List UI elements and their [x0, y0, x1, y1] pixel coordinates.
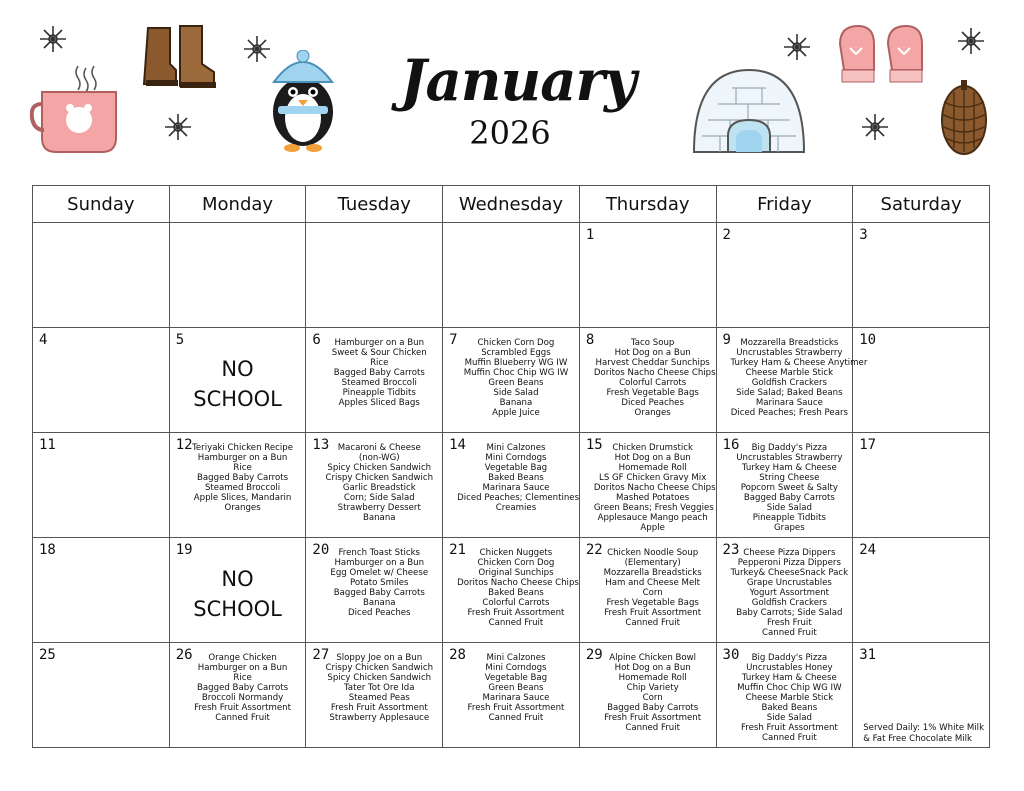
menu-list [594, 653, 712, 733]
day-cell [306, 433, 443, 538]
served-daily-note [863, 723, 984, 745]
menu-item: Steamed Broccoli [341, 378, 417, 388]
day-number: 23 [722, 542, 740, 558]
menu-item: Canned Fruit [215, 713, 270, 723]
week-row [33, 538, 990, 643]
day-cell [716, 538, 853, 643]
menu-item: Fresh Fruit [767, 618, 812, 628]
menu-item: Marinara Sauce [482, 693, 550, 703]
menu-item: Fresh Fruit Assortment [467, 703, 565, 713]
day-number: 12 [175, 437, 193, 453]
day-number: 6 [312, 332, 321, 348]
menu-list [593, 338, 716, 418]
menu-item: Turkey Ham & Cheese [741, 463, 837, 473]
day-cell [579, 643, 716, 748]
day-cell [306, 328, 443, 433]
day-number: 1 [585, 227, 595, 243]
menu-item: Creamies [495, 503, 537, 513]
menu-item: Homemade Roll [618, 463, 687, 473]
snowflake-icon [38, 24, 68, 54]
weekday-friday: Friday [716, 186, 853, 223]
day-number: 19 [175, 542, 193, 558]
menu-item: Big Daddy's Pizza [751, 443, 828, 453]
menu-item: Baked Beans [488, 473, 544, 483]
menu-item: Mozzarella Breadsticks [740, 338, 839, 348]
menu-item: Doritos Nacho Cheese Chips [457, 578, 579, 588]
page-year: 2026 [469, 114, 551, 152]
day-number: 8 [585, 332, 595, 348]
weekday-sunday: Sunday [33, 186, 170, 223]
menu-item: Hot Dog on a Bun [614, 453, 691, 463]
menu-item: Banana [362, 513, 396, 523]
menu-item: Grape Uncrustables [746, 578, 832, 588]
menu-item: Hamburger on a Bun [334, 558, 425, 568]
menu-item: Ham and Cheese Melt [605, 578, 701, 588]
menu-item: Crispy Chicken Sandwich [325, 473, 434, 483]
menu-item: Doritos Nacho Cheese Chips [593, 368, 716, 378]
day-cell [443, 643, 580, 748]
day-cell [443, 328, 580, 433]
penguin-icon [262, 50, 344, 154]
menu-item: Original Sunchips [478, 568, 554, 578]
pinecone-icon [934, 78, 994, 158]
day-number: 4 [39, 332, 48, 348]
menu-item: Rice [233, 673, 252, 683]
no-school-line: SCHOOL [193, 387, 282, 411]
menu-item: Apple Slices, Mandarin [193, 493, 292, 503]
menu-item: Pepperoni Pizza Dippers [737, 558, 841, 568]
day-cell [306, 538, 443, 643]
menu-item: Diced Peaches [621, 398, 684, 408]
menu-item: Cheese Marble Stick [745, 368, 834, 378]
menu-list [731, 548, 849, 638]
snowflake-icon [782, 32, 812, 62]
menu-item: Colorful Carrots [482, 598, 550, 608]
menu-item: Uncrustables Strawberry [736, 453, 843, 463]
menu-item: Big Daddy's Pizza [751, 653, 828, 663]
menu-item: Chip Variety [626, 683, 679, 693]
day-cell [169, 433, 306, 538]
menu-item: Diced Peaches; Fresh Pears [730, 408, 848, 418]
menu-item: Spicy Chicken Sandwich [327, 673, 432, 683]
menu-item: Broccoli Normandy [201, 693, 284, 703]
menu-item: Scrambled Eggs [481, 348, 551, 358]
day-cell [716, 223, 853, 328]
day-cell [853, 433, 990, 538]
menu-item: Rice [370, 358, 389, 368]
menu-item: Canned Fruit [625, 618, 681, 628]
menu-item: Fresh Vegetable Bags [606, 598, 699, 608]
day-cell [579, 328, 716, 433]
day-number: 27 [312, 647, 330, 663]
menu-item: Crispy Chicken Sandwich [325, 663, 434, 673]
menu-item: Mini Calzones [486, 653, 546, 663]
menu-item: Fresh Fruit Assortment [330, 703, 428, 713]
menu-list [320, 443, 438, 523]
menu-item: Corn [642, 588, 663, 598]
day-cell [33, 538, 170, 643]
menu-item: Hot Dog on a Bun [614, 663, 691, 673]
day-number: 22 [585, 542, 603, 558]
menu-item: Bagged Baby Carrots [197, 473, 289, 483]
day-number: 30 [722, 647, 740, 663]
week-row [33, 433, 990, 538]
menu-item: Side Salad [493, 388, 539, 398]
menu-item: Taco Soup [630, 338, 675, 348]
week-row [33, 643, 990, 748]
igloo-icon [690, 66, 808, 156]
menu-item: Muffin Choc Chip WG IW [463, 368, 569, 378]
day-number: 9 [722, 332, 731, 348]
menu-item: Pineapple Tidbits [752, 513, 826, 523]
page-title: January [400, 48, 636, 114]
menu-item: Uncrustables Honey [746, 663, 833, 673]
menu-item: Corn [642, 693, 663, 703]
day-number: 21 [449, 542, 466, 558]
no-school-label [170, 564, 306, 624]
menu-item: Side Salad [766, 503, 812, 513]
day-number: 15 [585, 437, 603, 453]
menu-item: Green Beans; Fresh Veggies [593, 503, 714, 513]
weekday-saturday: Saturday [853, 186, 990, 223]
day-cell [443, 538, 580, 643]
menu-item: Strawberry Dessert [337, 503, 421, 513]
day-cell [169, 538, 306, 643]
menu-item: Fresh Vegetable Bags [606, 388, 699, 398]
boots-icon [140, 24, 220, 90]
menu-item: French Toast Sticks [338, 548, 421, 558]
weekday-wednesday: Wednesday [443, 186, 580, 223]
menu-item: Harvest Cheddar Sunchips [595, 358, 710, 368]
menu-item: Orange Chicken [208, 653, 277, 663]
menu-item: Mashed Potatoes [616, 493, 690, 503]
day-cell [169, 223, 306, 328]
mittens-icon [834, 24, 930, 88]
week-row [33, 328, 990, 433]
menu-item: Baked Beans [761, 703, 818, 713]
note-line: Served Daily: 1% White Milk [863, 723, 985, 733]
day-cell [853, 643, 990, 748]
weekday-header-row [33, 186, 990, 223]
day-cell [579, 538, 716, 643]
day-cell [306, 643, 443, 748]
menu-item: Garlic Breadstick [342, 483, 416, 493]
menu-item: Apple [640, 523, 665, 533]
menu-item: Canned Fruit [625, 723, 681, 733]
weekday-thursday: Thursday [579, 186, 716, 223]
menu-item: Banana [362, 598, 396, 608]
snowflake-icon [860, 112, 890, 142]
menu-item: Hamburger on a Bun [197, 663, 288, 673]
menu-item: Diced Peaches; Clementines [457, 493, 580, 503]
day-cell [579, 223, 716, 328]
menu-item: Yogurt Assortment [749, 588, 830, 598]
day-number: 13 [312, 437, 330, 453]
menu-item: Spicy Chicken Sandwich [327, 463, 432, 473]
menu-item: Hamburger on a Bun [334, 338, 425, 348]
menu-item: Apples Sliced Bags [338, 398, 420, 408]
day-number: 11 [39, 437, 56, 453]
day-cell [716, 643, 853, 748]
menu-item: Mini Corndogs [485, 453, 547, 463]
no-school-line: NO [221, 567, 254, 591]
day-number: 25 [39, 647, 56, 663]
menu-item: Cheese Pizza Dippers [743, 548, 836, 558]
no-school-line: NO [221, 357, 254, 381]
menu-item: Chicken Drumstick [612, 443, 693, 453]
menu-item: Chicken Nuggets [479, 548, 553, 558]
menu-item: Alpine Chicken Bowl [609, 653, 697, 663]
menu-item: Diced Peaches [347, 608, 411, 618]
day-number: 20 [312, 542, 330, 558]
menu-item: Oranges [634, 408, 671, 418]
menu-item: Fresh Fruit Assortment [194, 703, 291, 713]
menu-item: Mozzarella Breadsticks [603, 568, 702, 578]
day-number: 28 [449, 647, 466, 663]
no-school-label [170, 354, 306, 414]
menu-item: Rice [233, 463, 252, 473]
day-number: 24 [859, 542, 877, 558]
menu-item: Bagged Baby Carrots [197, 683, 289, 693]
day-cell [33, 223, 170, 328]
calendar-body [33, 223, 990, 748]
menu-item: Vegetable Bag [484, 673, 548, 683]
calendar-grid [32, 185, 990, 748]
menu-item: Mini Corndogs [485, 663, 547, 673]
menu-item: Fresh Fruit Assortment [604, 713, 702, 723]
day-cell [169, 328, 306, 433]
menu-item: Steamed Broccoli [204, 483, 281, 493]
menu-list [731, 653, 849, 743]
weekday-monday: Monday [169, 186, 306, 223]
day-cell [853, 223, 990, 328]
menu-list [320, 338, 438, 408]
weekday-tuesday: Tuesday [306, 186, 443, 223]
menu-item: Goldfish Crackers [751, 378, 828, 388]
day-number: 10 [859, 332, 877, 348]
menu-item: Apple Juice [492, 408, 540, 418]
menu-item: Corn; Side Salad [343, 493, 415, 503]
menu-list [457, 338, 575, 418]
menu-item: Strawberry Applesauce [329, 713, 430, 723]
day-cell [33, 643, 170, 748]
menu-item: Colorful Carrots [619, 378, 687, 388]
menu-item: Fresh Fruit Assortment [604, 608, 702, 618]
menu-item: Fresh Fruit Assortment [740, 723, 838, 733]
menu-item: Muffin Blueberry WG IW [464, 358, 568, 368]
menu-item: Chicken Noodle Soup [607, 548, 699, 558]
snowflake-icon [163, 112, 193, 142]
day-cell [443, 223, 580, 328]
menu-item: Canned Fruit [488, 618, 544, 628]
menu-item: Chicken Corn Dog [477, 338, 555, 348]
note-line: & Fat Free Chocolate Milk [863, 734, 973, 744]
day-number: 18 [39, 542, 56, 558]
menu-list [320, 548, 438, 618]
menu-item: Fresh Fruit Assortment [467, 608, 565, 618]
day-number: 14 [449, 437, 466, 453]
menu-item: Macaroni & Cheese [337, 443, 421, 453]
menu-item: Turkey Ham & Cheese Anytimer [730, 358, 868, 368]
day-number: 7 [449, 332, 458, 348]
day-number: 3 [859, 227, 868, 243]
menu-item: Hot Dog on a Bun [614, 348, 691, 358]
mug-icon [30, 62, 122, 158]
menu-item: Egg Omelet w/ Cheese [330, 568, 429, 578]
menu-item: Popcorn Sweet & Salty [740, 483, 839, 493]
menu-item: Oranges [224, 503, 261, 513]
menu-item: (non-WG) [358, 453, 400, 463]
menu-item: String Cheese [759, 473, 820, 483]
menu-item: Marinara Sauce [482, 483, 550, 493]
menu-list [731, 443, 849, 533]
day-number: 5 [175, 332, 185, 348]
menu-item: Chicken Corn Dog [477, 558, 555, 568]
snowflake-icon [956, 26, 986, 56]
menu-item: Turkey Ham & Cheese [741, 673, 837, 683]
menu-item: Mini Calzones [486, 443, 546, 453]
day-number: 17 [859, 437, 877, 453]
menu-list [730, 338, 868, 418]
day-cell [716, 433, 853, 538]
menu-item: Green Beans [488, 683, 544, 693]
menu-item: Turkey& CheeseSnack Pack [730, 568, 849, 578]
menu-item: Bagged Baby Carrots [607, 703, 699, 713]
day-number: 29 [585, 647, 603, 663]
menu-list [593, 443, 716, 533]
menu-item: Green Beans [488, 378, 544, 388]
menu-item: Canned Fruit [762, 733, 817, 743]
menu-item: Tater Tot Ore Ida [343, 683, 415, 693]
menu-item: (Elementary) [624, 558, 681, 568]
menu-list [457, 443, 580, 513]
menu-item: Bagged Baby Carrots [743, 493, 835, 503]
menu-list [184, 653, 302, 723]
menu-list [457, 653, 575, 723]
menu-item: Muffin Choc Chip WG IW [737, 683, 842, 693]
menu-item: Homemade Roll [618, 673, 687, 683]
menu-item: Grapes [774, 523, 805, 533]
menu-item: Teriyaki Chicken Recipe [192, 443, 293, 453]
day-cell [306, 223, 443, 328]
menu-item: Vegetable Bag [484, 463, 548, 473]
menu-item: Steamed Peas [348, 693, 410, 703]
menu-item: Side Salad [766, 713, 812, 723]
day-number: 16 [722, 437, 740, 453]
menu-item: Sloppy Joe on a Bun [336, 653, 423, 663]
menu-list [594, 548, 712, 628]
day-cell [33, 433, 170, 538]
day-cell [579, 433, 716, 538]
menu-item: Bagged Baby Carrots [333, 588, 425, 598]
menu-item: Hamburger on a Bun [197, 453, 288, 463]
menu-item: Applesauce Mango peach [597, 513, 708, 523]
day-number: 31 [859, 647, 877, 663]
day-number: 26 [175, 647, 193, 663]
menu-item: Pineapple Tidbits [342, 388, 416, 398]
menu-item: Canned Fruit [762, 628, 817, 638]
menu-list [457, 548, 579, 628]
menu-item: Sweet & Sour Chicken [331, 348, 427, 358]
menu-item: Marinara Sauce [755, 398, 823, 408]
menu-item: Doritos Nacho Cheese Chips [593, 483, 716, 493]
week-row [33, 223, 990, 328]
menu-item: Goldfish Crackers [751, 598, 828, 608]
no-school-line: SCHOOL [193, 597, 282, 621]
menu-list [184, 443, 302, 513]
menu-item: Canned Fruit [488, 713, 544, 723]
menu-item: Banana [499, 398, 533, 408]
day-cell [169, 643, 306, 748]
day-cell [443, 433, 580, 538]
menu-item: Baked Beans [488, 588, 544, 598]
menu-item: Cheese Marble Stick [745, 693, 834, 703]
menu-item: Potato Smiles [350, 578, 409, 588]
menu-item: Side Salad; Baked Beans [736, 388, 843, 398]
menu-item: LS GF Chicken Gravy Mix [599, 473, 707, 483]
menu-item: Baby Carrots; Side Salad [736, 608, 843, 618]
menu-item: Bagged Baby Carrots [333, 368, 425, 378]
menu-item: Uncrustables Strawberry [736, 348, 843, 358]
day-cell [853, 328, 990, 433]
day-cell [33, 328, 170, 433]
menu-list [320, 653, 438, 723]
day-cell [853, 538, 990, 643]
day-number: 2 [722, 227, 731, 243]
